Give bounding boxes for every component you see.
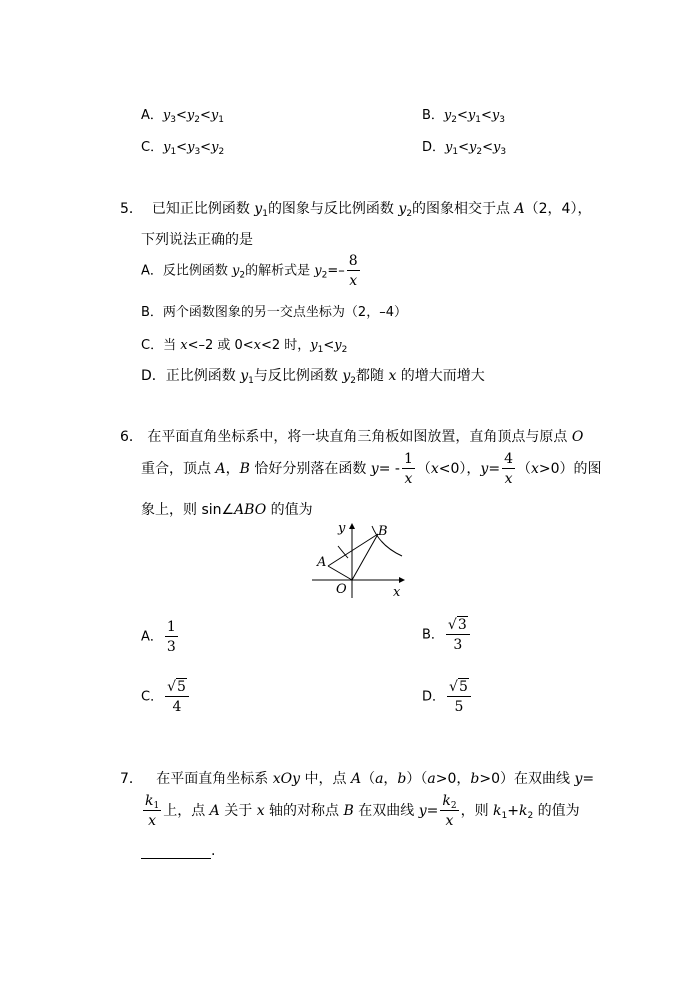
text: <–2 或 0< xyxy=(187,338,254,353)
var: y xyxy=(254,201,263,217)
q5-option-b xyxy=(141,301,407,320)
op: < xyxy=(458,140,470,155)
var: a xyxy=(427,771,436,787)
text: 已知正比例函数 xyxy=(151,201,255,217)
text: 的值为 xyxy=(266,502,313,518)
var: k xyxy=(519,803,528,819)
fig-label-a: A xyxy=(317,555,327,570)
fig-label-x: x xyxy=(393,585,401,600)
op: =– xyxy=(327,263,345,279)
numerator: √5 xyxy=(165,680,189,697)
text: 的值为 xyxy=(533,803,580,819)
var: y xyxy=(469,140,477,155)
op: < xyxy=(481,108,492,123)
text: 象上，则 sin∠ xyxy=(141,502,235,518)
sub: 3 xyxy=(170,115,176,125)
sub: 2 xyxy=(450,801,457,811)
sub: 1 xyxy=(452,147,459,157)
denominator: x xyxy=(148,813,157,829)
option-label: B． xyxy=(422,627,444,643)
var: x xyxy=(256,803,265,819)
option-label: A． xyxy=(141,263,163,279)
text: （2，4）， xyxy=(524,201,592,217)
sub: 2 xyxy=(194,115,200,125)
q4-option-d xyxy=(422,136,506,155)
numerator: 1 xyxy=(166,619,176,635)
fraction xyxy=(402,452,415,486)
sub: 1 xyxy=(153,801,160,811)
var: x xyxy=(530,461,539,477)
text: 的增大而增大 xyxy=(396,368,485,384)
numerator xyxy=(440,794,458,811)
text: 轴的对称点 xyxy=(264,803,344,819)
q6-option-c xyxy=(141,680,191,714)
var: y xyxy=(445,140,453,155)
var: y xyxy=(334,338,342,353)
q5-stem-line1 xyxy=(120,198,591,218)
segment-ob xyxy=(352,534,378,580)
q6-coordinate-figure xyxy=(300,518,420,602)
q7-stem-line2 xyxy=(141,794,580,828)
option-label: C． xyxy=(141,140,164,155)
var: x xyxy=(253,338,261,353)
text: 都随 xyxy=(356,368,389,384)
sub: 2 xyxy=(321,270,328,281)
var: y xyxy=(186,108,195,123)
option-label: A． xyxy=(141,629,163,645)
text: 重合，顶点 xyxy=(141,461,216,477)
sub: 2 xyxy=(406,209,413,219)
denominator: x xyxy=(504,471,513,487)
var: y xyxy=(232,263,240,279)
var: y xyxy=(574,771,583,787)
var: y xyxy=(211,140,219,155)
denominator: x xyxy=(349,273,358,289)
q4-option-c xyxy=(141,136,224,155)
denominator: 3 xyxy=(453,637,463,653)
sub: 1 xyxy=(317,345,324,355)
radicand: 5 xyxy=(458,679,468,695)
denominator: 5 xyxy=(454,699,464,715)
fraction xyxy=(165,620,178,654)
text: 中，点 xyxy=(300,771,351,787)
op: = - xyxy=(378,461,400,477)
denominator: x xyxy=(445,813,454,829)
option-label: D． xyxy=(141,368,166,384)
fraction xyxy=(446,618,470,652)
sub: 2 xyxy=(350,376,356,386)
fraction xyxy=(502,452,515,486)
option-label: B． xyxy=(422,108,444,123)
text: ， xyxy=(225,461,240,477)
q5-stem-line2: 下列说法正确的是 xyxy=(141,232,253,248)
fraction xyxy=(447,680,471,714)
var: y xyxy=(314,263,322,279)
numerator: 1 xyxy=(403,451,413,467)
text: >0， xyxy=(435,771,471,787)
sub: 2 xyxy=(239,270,246,281)
text: >0）的图 xyxy=(538,461,602,477)
var: y xyxy=(398,201,407,217)
var: k xyxy=(442,793,451,809)
text: ，则 xyxy=(460,803,494,819)
text: 与反比例函数 xyxy=(253,368,343,384)
radicand: 3 xyxy=(457,617,467,633)
q5-option-c xyxy=(141,334,347,353)
sub: 1 xyxy=(248,376,254,386)
fraction xyxy=(347,254,360,288)
var: y xyxy=(493,140,501,155)
text: （ xyxy=(361,771,376,787)
denominator: 3 xyxy=(166,639,176,655)
q6-option-d xyxy=(422,680,473,714)
var: xOy xyxy=(272,771,301,787)
fraction xyxy=(143,794,161,828)
text: ）（ xyxy=(406,771,428,787)
segment-ab xyxy=(328,534,378,566)
var: y xyxy=(342,368,351,384)
var: x xyxy=(430,461,439,477)
question-number: 7． xyxy=(120,771,143,787)
sub: 2 xyxy=(476,147,483,157)
text: 当 xyxy=(163,338,181,353)
text: <2 时， xyxy=(261,338,311,353)
var: y xyxy=(370,461,379,477)
sub: 1 xyxy=(475,115,482,125)
denominator: 4 xyxy=(172,699,182,715)
option-label: A． xyxy=(141,108,163,123)
var: y xyxy=(418,803,427,819)
text: 在双曲线 xyxy=(353,803,419,819)
sub: 1 xyxy=(170,147,177,157)
text: （ xyxy=(516,461,531,477)
op: < xyxy=(457,108,468,123)
text: 恰好分别落在函数 xyxy=(249,461,371,477)
sub: 3 xyxy=(499,115,506,125)
q7-stem-line1 xyxy=(120,768,594,788)
var: A xyxy=(209,803,220,819)
var: y xyxy=(480,461,489,477)
sub: 3 xyxy=(500,147,507,157)
op: < xyxy=(200,140,212,155)
var: y xyxy=(310,338,318,353)
op: = xyxy=(426,803,439,819)
var: A xyxy=(514,201,525,217)
numerator: √5 xyxy=(447,680,471,697)
text: 的图象与反比例函数 xyxy=(267,201,399,217)
text: <0）， xyxy=(438,461,481,477)
var: O xyxy=(571,429,584,445)
text: 反比例函数 xyxy=(162,263,233,279)
var: x xyxy=(180,338,188,353)
numerator xyxy=(143,794,161,811)
text: . xyxy=(211,843,216,859)
sub: 2 xyxy=(451,115,458,125)
text: 正比例函数 xyxy=(165,368,241,384)
q6-stem-line2 xyxy=(141,452,602,486)
fraction xyxy=(165,680,189,714)
text: （ xyxy=(416,461,431,477)
q7-answer-line xyxy=(141,843,215,859)
sub: 2 xyxy=(341,345,348,355)
answer-blank[interactable] xyxy=(141,846,211,859)
var: k xyxy=(493,803,502,819)
text: 在平面直角坐标系中，将一块直角三角板如图放置，直角顶点与原点 xyxy=(147,429,572,445)
var: a xyxy=(375,771,384,787)
var: B xyxy=(343,803,354,819)
sub: 2 xyxy=(527,811,534,821)
question-number: 5． xyxy=(120,201,143,217)
var: y xyxy=(491,108,500,123)
text: 在平面直角坐标系 xyxy=(156,771,273,787)
var: k xyxy=(145,793,154,809)
text: 上，点 xyxy=(163,803,210,819)
var: y xyxy=(162,108,171,123)
q6-option-a xyxy=(141,620,180,654)
op: < xyxy=(176,140,188,155)
q4-option-b xyxy=(422,104,505,123)
denominator: x xyxy=(404,471,413,487)
sub: 3 xyxy=(194,147,201,157)
var: y xyxy=(210,108,219,123)
option-label: C． xyxy=(141,689,164,705)
text: >0）在双曲线 xyxy=(479,771,575,787)
var: y xyxy=(240,368,249,384)
option-label: D． xyxy=(422,689,446,705)
op: < xyxy=(482,140,494,155)
op: = xyxy=(582,771,595,787)
var: y xyxy=(187,140,195,155)
q5-option-a xyxy=(141,254,362,288)
segment-oa xyxy=(328,566,352,580)
option-label: C． xyxy=(141,338,164,353)
fig-label-o: O xyxy=(336,582,347,597)
q6-stem-line3 xyxy=(141,499,313,519)
var: b xyxy=(397,771,407,787)
text: 的图象相交于点 xyxy=(412,201,515,217)
numerator: 8 xyxy=(348,253,358,269)
q5-option-d xyxy=(141,365,485,385)
option-label: D． xyxy=(422,140,446,155)
var: B xyxy=(239,461,250,477)
text: ， xyxy=(383,771,398,787)
op: < xyxy=(200,108,211,123)
op: < xyxy=(176,108,187,123)
text: 两个函数图象的另一交点坐标为（2，–4） xyxy=(162,305,407,320)
fig-label-y: y xyxy=(338,521,346,536)
option-label: B． xyxy=(141,305,163,320)
var: A xyxy=(215,461,226,477)
fig-label-b: B xyxy=(378,524,388,539)
question-number: 6． xyxy=(120,429,143,445)
op: + xyxy=(507,803,519,819)
numerator: √3 xyxy=(446,618,470,635)
fraction xyxy=(440,794,458,828)
text: 关于 xyxy=(219,803,257,819)
sub: 1 xyxy=(218,115,224,125)
var: y xyxy=(443,108,452,123)
var: x xyxy=(388,368,397,384)
q4-option-a xyxy=(141,104,224,123)
var: ABO xyxy=(234,502,267,518)
var: y xyxy=(467,108,476,123)
op: < xyxy=(323,338,335,353)
sub: 2 xyxy=(218,147,225,157)
var: A xyxy=(350,771,362,787)
q6-option-b xyxy=(422,618,472,652)
var: y xyxy=(163,140,171,155)
numerator: 4 xyxy=(504,451,513,467)
op: = xyxy=(488,461,501,477)
var: b xyxy=(470,771,480,787)
sub: 1 xyxy=(262,209,268,219)
text: 的解析式是 xyxy=(245,263,315,279)
radicand: 5 xyxy=(177,679,186,695)
q6-stem-line1 xyxy=(120,426,583,446)
sub: 1 xyxy=(501,811,508,821)
